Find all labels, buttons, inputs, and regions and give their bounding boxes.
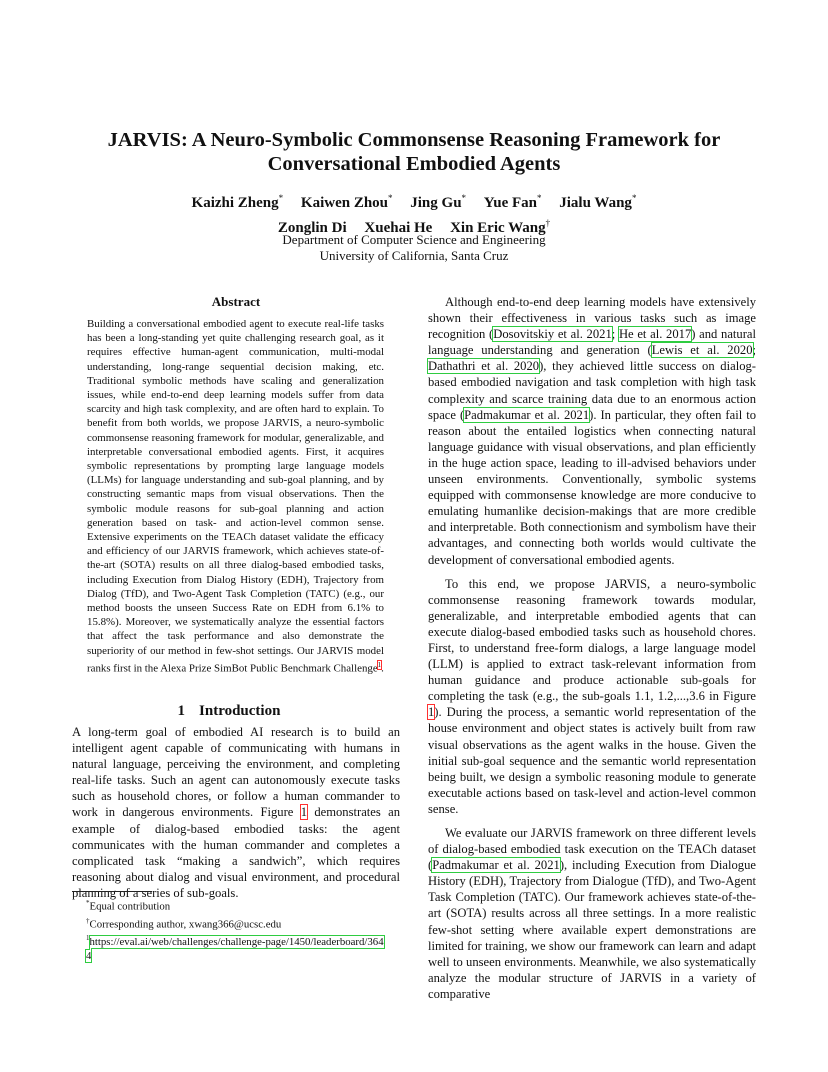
author-list (60, 188, 768, 238)
figure-ref-link[interactable]: 1 (428, 705, 435, 720)
footnote: *Equal contribution (86, 899, 171, 913)
introduction-paragraph (72, 724, 400, 901)
citation-link[interactable]: Padmakumar et al. 2021 (432, 858, 560, 873)
intro-text: demonstrates an example of dialog-based embodied tasks: the agent communicates with the human commander and completes a complicated task “making a sandwich”, which requires reasoning about dialog and visual environment, and procedural planning of a series of sub-goals. (72, 805, 400, 900)
author: Zonglin Di (277, 220, 347, 236)
citation-link[interactable]: Dosovitskiy et al. 2021 (493, 327, 612, 342)
citation-link[interactable]: He et al. 2017 (618, 327, 692, 342)
affiliation-department: Department of Computer Science and Engineering (282, 232, 546, 247)
figure-ref-link[interactable]: 1 (300, 805, 307, 820)
citation-link[interactable]: Lewis et al. 2020 (651, 343, 753, 358)
citation-link[interactable]: Dathathri et al. 2020 (428, 359, 540, 374)
author: Jialu Wang* (559, 193, 637, 211)
author: Xuehai He (364, 220, 433, 236)
abstract-heading: Abstract (211, 294, 261, 309)
affiliation-university: University of California, Santa Cruz (319, 248, 509, 263)
right-column (428, 294, 756, 1010)
footnote: †Corresponding author, xwang366@ucsc.edu (86, 916, 282, 931)
section-number: 1 (177, 703, 186, 719)
footnotes (72, 896, 400, 963)
author: Jing Gu* (410, 193, 467, 211)
footnote-rule (72, 891, 152, 892)
body-paragraph: To this end, we propose JARVIS, a neuro-symbolic commonsense reasoning framework towards modular, generalizable, and interpretable embodied agents that can execute dialog-based embodied tasks such as household chores. First, to understand free-form dialogs, a large language model (LLM) is applied to extract task-relevant information from human guidance and produce actionable sub-goals for completing the task (e.g., the sub-goals 1.1, 1.2,...,3.6 in Figure 1). During the process, a semantic world representation of the house environment and object states is actively built from raw visual observations as the agent walks in the house. Given the initial sub-goal sequence and the semantic world representation being built, we design a symbolic reasoning module to generate executable actions based on task-level and action-level common sense. (428, 576, 756, 816)
abstract-end: . (381, 662, 384, 675)
body-paragraph: Although end-to-end deep learning models have extensively shown their effectiveness in various tasks such as image recognition (Dosovitskiy et al. 2021; He et al. 2017) and natural language understanding and generation (Lewis et al. 2020; Dathathri et al. 2020), they achieved little success on dialog-based embodied navigation and task completion with high task complexity and scarce training data due to an enormous action space (Padmakumar et al. 2021). In particular, they often fail to reason about the entailed logistics when connecting natural language guidance with visual observations, and plan efficiently in the huge action space, leading to ill-advised behaviors under unseen environments. Conventionally, symbolic systems equipped with commonsense knowledge are more conducive to emulating humanlike decision-makings that are more credible and interpretable. Both connectionism and symbolism have their advantages, and connecting both worlds would cultivate the development of conversational embodied agents. (428, 295, 756, 567)
footnote-url-link[interactable]: https://eval.ai/web/challenges/challenge-page/1450/leaderboard/3644 (86, 935, 384, 962)
paper-title: JARVIS: A Neuro-Symbolic Commonsense Reasoning Framework for Conversational Embodied Agents (107, 129, 721, 175)
abstract-text: Building a conversational embodied agent to execute real-life tasks has been a long-standing yet quite challenging research goal, as it requires effective human-agent communication, multi-modal understanding, long-range sequential decision making, etc. Traditional symbolic methods have scaling and generalization issues, while end-to-end deep learning models suffer from data scarcity and high task complexity, and are often hard to explain. To benefit from both worlds, we propose JARVIS, a neuro-symbolic commonsense reasoning framework for modular, generalizable, and interpretable conversational embodied agents. First, it acquires symbolic representations by prompting large language models (LLMs) for language understanding and sub-goal planning, and by constructing semantic maps from visual observations. Then the symbolic module reasons for sub-goal planning and action generation based on task- and action-level common sense. Extensive experiments on the TEACh dataset validate the efficacy and efficiency of our JARVIS framework, which achieves state-of-the-art (SOTA) results on all three dialog-based embodied tasks, including Execution from Dialog History (EDH), Trajectory from Dialog (TfD), and Two-Agent Task Completion (TATC) (e.g., our method boosts the unseen Success Rate on EDH from 6.1% to 15.8%). Moreover, we systematically analyze the essential factors that affect the task performance and also demonstrate the superiority of our method in few-shot settings. Our JARVIS model ranks first in the Alexa Prize SimBot Public Benchmark Challenge (87, 318, 384, 675)
footnote: $^1$https://eval.ai/web/challenges/challenge-page/1450/leaderboard/3644 (86, 934, 384, 962)
abstract-body (87, 317, 384, 676)
section-heading-introduction (72, 703, 400, 720)
author: Xin Eric Wang† (450, 218, 551, 236)
footnote-ref-link[interactable]: 1 (377, 660, 382, 669)
intro-text: A long-term goal of embodied AI research is to build an intelligent agent capable of communicating with humans in natural language, perceiving the environment, and completing real-life tasks. Such an agent can autonomously execute tasks such as household chores, or follow a human commander to work in dangerous environments. Figure (72, 725, 400, 820)
author: Yue Fan* (483, 193, 542, 211)
section-title: Introduction (199, 703, 281, 719)
citation-link[interactable]: Padmakumar et al. 2021 (464, 407, 590, 422)
affiliation (60, 232, 768, 264)
author: Kaizhi Zheng* (191, 193, 284, 211)
body-paragraph: We evaluate our JARVIS framework on three different levels of dialog-based embodied task execution on the TEACh dataset (Padmakumar et al. 2021), including Execution from Dialogue History (EDH), Trajectory from Dialogue (TfD), and Two-Agent Task Completion (TATC). Our framework achieves state-of-the-art (SOTA) results across all three settings. In a more realistic few-shot setting where available expert demonstrations are limited for training, we show our framework can learn and adapt well to unseen environments. Meanwhile, we also systematically analyze the modular structure of JARVIS in a variety of comparative (428, 826, 756, 1001)
author: Kaiwen Zhou* (300, 193, 393, 211)
